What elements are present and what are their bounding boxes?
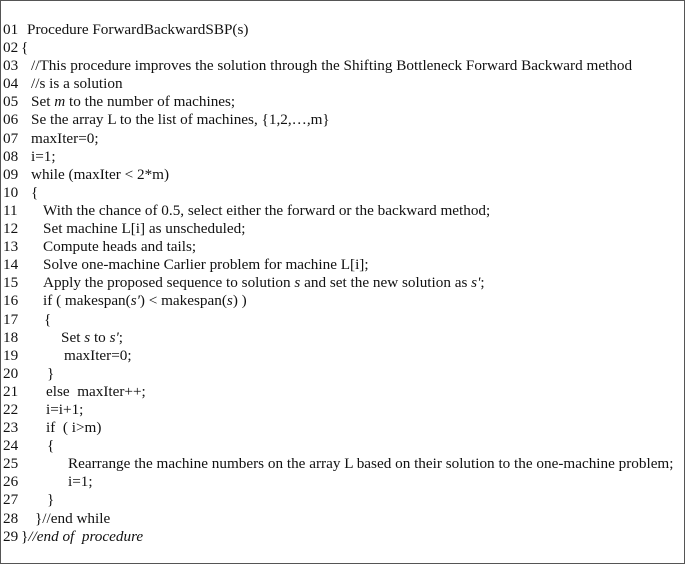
text-segment: Procedure ForwardBackwardSBP(s) <box>27 21 249 38</box>
italic-text-segment: m <box>54 93 66 111</box>
line-number: 07 <box>3 129 19 147</box>
italic-text-segment: s <box>294 274 301 292</box>
line-text <box>43 292 247 310</box>
line-text <box>31 166 169 184</box>
line-number: 09 <box>3 165 19 183</box>
text-segment: while (maxIter < 2*m) <box>31 165 170 183</box>
text-segment: } <box>21 527 29 545</box>
text-segment: maxIter=0; <box>31 129 99 147</box>
line-number: 12 <box>3 220 19 238</box>
text-segment: else maxIter++; <box>46 382 146 400</box>
line-text <box>46 401 83 419</box>
line-text <box>31 184 38 202</box>
line-number: 13 <box>3 238 19 256</box>
line-number: 22 <box>3 400 19 418</box>
line-text <box>43 256 369 274</box>
line-text <box>31 57 632 75</box>
line-text <box>31 75 123 93</box>
line-number: 28 <box>3 509 19 527</box>
line-number: 27 <box>3 491 19 509</box>
text-segment: i=1; <box>68 473 93 491</box>
line-number: 14 <box>3 256 19 274</box>
line-number: 08 <box>3 147 19 165</box>
italic-text-segment: //end of procedure <box>28 527 144 545</box>
line-number: 06 <box>3 111 19 129</box>
line-text <box>31 130 99 148</box>
line-text <box>31 148 56 166</box>
line-number: 23 <box>3 419 19 437</box>
line-number: 20 <box>3 364 19 382</box>
text-segment: to <box>90 328 110 346</box>
text-segment: Set machine L[i] as unscheduled; <box>43 220 246 238</box>
text-segment: ; <box>118 328 123 346</box>
line-text <box>21 528 143 546</box>
italic-text-segment: s <box>84 328 91 346</box>
line-number: 25 <box>3 455 19 473</box>
line-number: 19 <box>3 346 19 364</box>
line-text <box>35 510 110 528</box>
text-segment: { <box>21 39 29 57</box>
line-text <box>43 274 485 292</box>
line-text <box>31 111 330 129</box>
text-segment: Apply the proposed sequence to solution <box>43 274 295 292</box>
line-number: 01 <box>3 21 19 38</box>
line-text <box>44 311 51 329</box>
line-text <box>47 437 54 455</box>
text-segment: to the number of machines; <box>65 93 236 111</box>
italic-text-segment: s <box>226 292 233 310</box>
line-text <box>43 202 490 220</box>
line-number: 11 <box>3 201 18 219</box>
line-number: 02 <box>3 39 19 57</box>
line-text <box>31 93 235 111</box>
line-number: 26 <box>3 473 19 491</box>
line-number: 10 <box>3 183 19 201</box>
text-segment: { <box>47 437 55 455</box>
text-segment: Compute heads and tails; <box>43 238 197 256</box>
line-text <box>46 383 146 401</box>
text-segment: }//end while <box>35 509 111 527</box>
italic-text-segment: s' <box>471 274 481 292</box>
text-segment: { <box>31 183 39 201</box>
text-segment: Rearrange the machine numbers on the array L based on their solution to the one-machine problem; <box>68 455 674 473</box>
line-number: 21 <box>3 382 19 400</box>
text-segment: i=i+1; <box>46 400 84 418</box>
line-text <box>27 21 248 39</box>
line-number: 18 <box>3 328 19 346</box>
line-text <box>47 365 54 383</box>
text-segment: { <box>44 310 52 328</box>
line-text <box>43 220 245 238</box>
line-text <box>46 419 101 437</box>
line-number: 03 <box>3 57 19 75</box>
line-text <box>61 329 123 347</box>
line-text <box>68 473 93 491</box>
line-text <box>21 39 28 57</box>
line-text <box>64 347 132 365</box>
line-text <box>68 455 673 473</box>
line-number: 05 <box>3 93 19 111</box>
line-number: 17 <box>3 310 19 328</box>
text-segment: } <box>47 491 55 509</box>
text-segment: Se the array L to the list of machines, {1,2,…,m} <box>31 111 330 129</box>
line-number: 29 <box>3 527 19 545</box>
italic-text-segment: s' <box>109 328 119 346</box>
text-segment: if ( makespan( <box>43 292 131 310</box>
text-segment: Set <box>61 328 85 346</box>
text-segment: ; <box>480 274 485 292</box>
text-segment: i=1; <box>31 147 56 165</box>
line-text <box>47 491 54 509</box>
text-segment: and set the new solution as <box>300 274 472 292</box>
text-segment: Set <box>31 93 55 111</box>
text-segment: //This procedure improves the solution through the Shifting Bottleneck Forward Backward method <box>31 57 633 75</box>
text-segment: if ( i>m) <box>46 419 102 437</box>
line-number: 16 <box>3 292 19 310</box>
text-segment: Solve one-machine Carlier problem for machine L[i]; <box>43 256 369 274</box>
text-segment: ) < makespan( <box>139 292 227 310</box>
line-number: 04 <box>3 75 19 93</box>
italic-text-segment: s' <box>130 292 140 310</box>
line-number: 24 <box>3 437 19 455</box>
line-text <box>43 238 196 256</box>
text-segment: } <box>47 364 55 382</box>
text-segment: ) ) <box>232 292 247 310</box>
line-number: 15 <box>3 274 19 292</box>
text-segment: maxIter=0; <box>64 346 132 364</box>
text-segment: //s is a solution <box>31 75 123 93</box>
text-segment: With the chance of 0.5, select either the forward or the backward method; <box>43 201 491 219</box>
